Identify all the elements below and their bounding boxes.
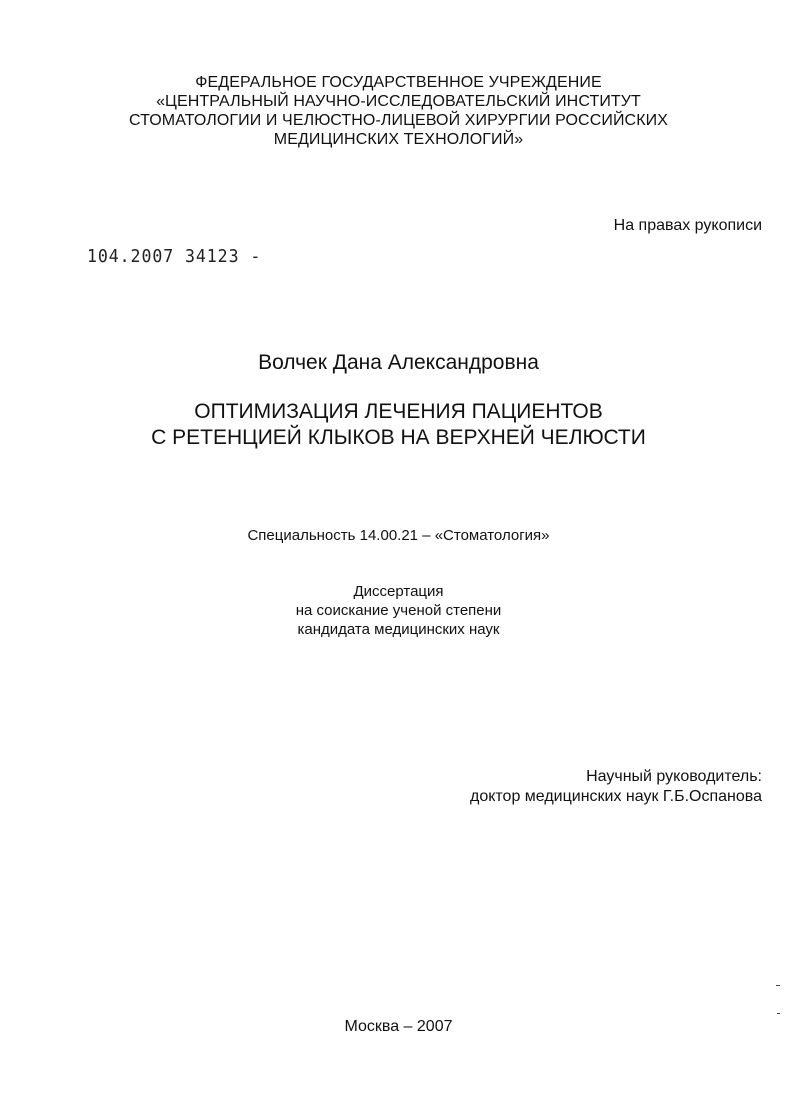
institution-line-1: ФЕДЕРАЛЬНОЕ ГОСУДАРСТВЕННОЕ УЧРЕЖДЕНИЕ — [195, 74, 602, 91]
city-year: Москва – 2007 — [344, 1018, 453, 1035]
archive-number: 104.2007 34123 - — [87, 246, 262, 267]
author-name: Волчек Дана Александровна — [258, 351, 539, 374]
advisor-name: доктор медицинских наук Г.Б.Оспанова — [469, 788, 762, 805]
specialty: Специальность 14.00.21 – «Стоматология» — [247, 527, 550, 544]
institution-line-2: «ЦЕНТРАЛЬНЫЙ НАУЧНО-ИССЛЕДОВАТЕЛЬСКИЙ ИНСТИТУТ — [156, 93, 641, 110]
title-line-2: С РЕТЕНЦИЕЙ КЛЫКОВ НА ВЕРХНЕЙ ЧЕЛЮСТИ — [151, 426, 646, 449]
degree-line-2: на соискание ученой степени — [295, 602, 502, 619]
advisor-label: Научный руководитель: — [586, 768, 762, 785]
manuscript-note: На правах рукописи — [613, 217, 762, 234]
degree-line-3: кандидата медицинских наук — [297, 621, 500, 638]
title-line-1: ОПТИМИЗАЦИЯ ЛЕЧЕНИЯ ПАЦИЕНТОВ — [194, 400, 603, 423]
institution-line-3: СТОМАТОЛОГИИ И ЧЕЛЮСТНО-ЛИЦЕВОЙ ХИРУРГИИ РОССИЙСКИХ — [128, 112, 669, 129]
scan-speck — [777, 1013, 780, 1014]
scan-speck — [776, 985, 780, 986]
institution-line-4: МЕДИЦИНСКИХ ТЕХНОЛОГИЙ» — [273, 131, 524, 148]
degree-line-1: Диссертация — [353, 583, 444, 600]
